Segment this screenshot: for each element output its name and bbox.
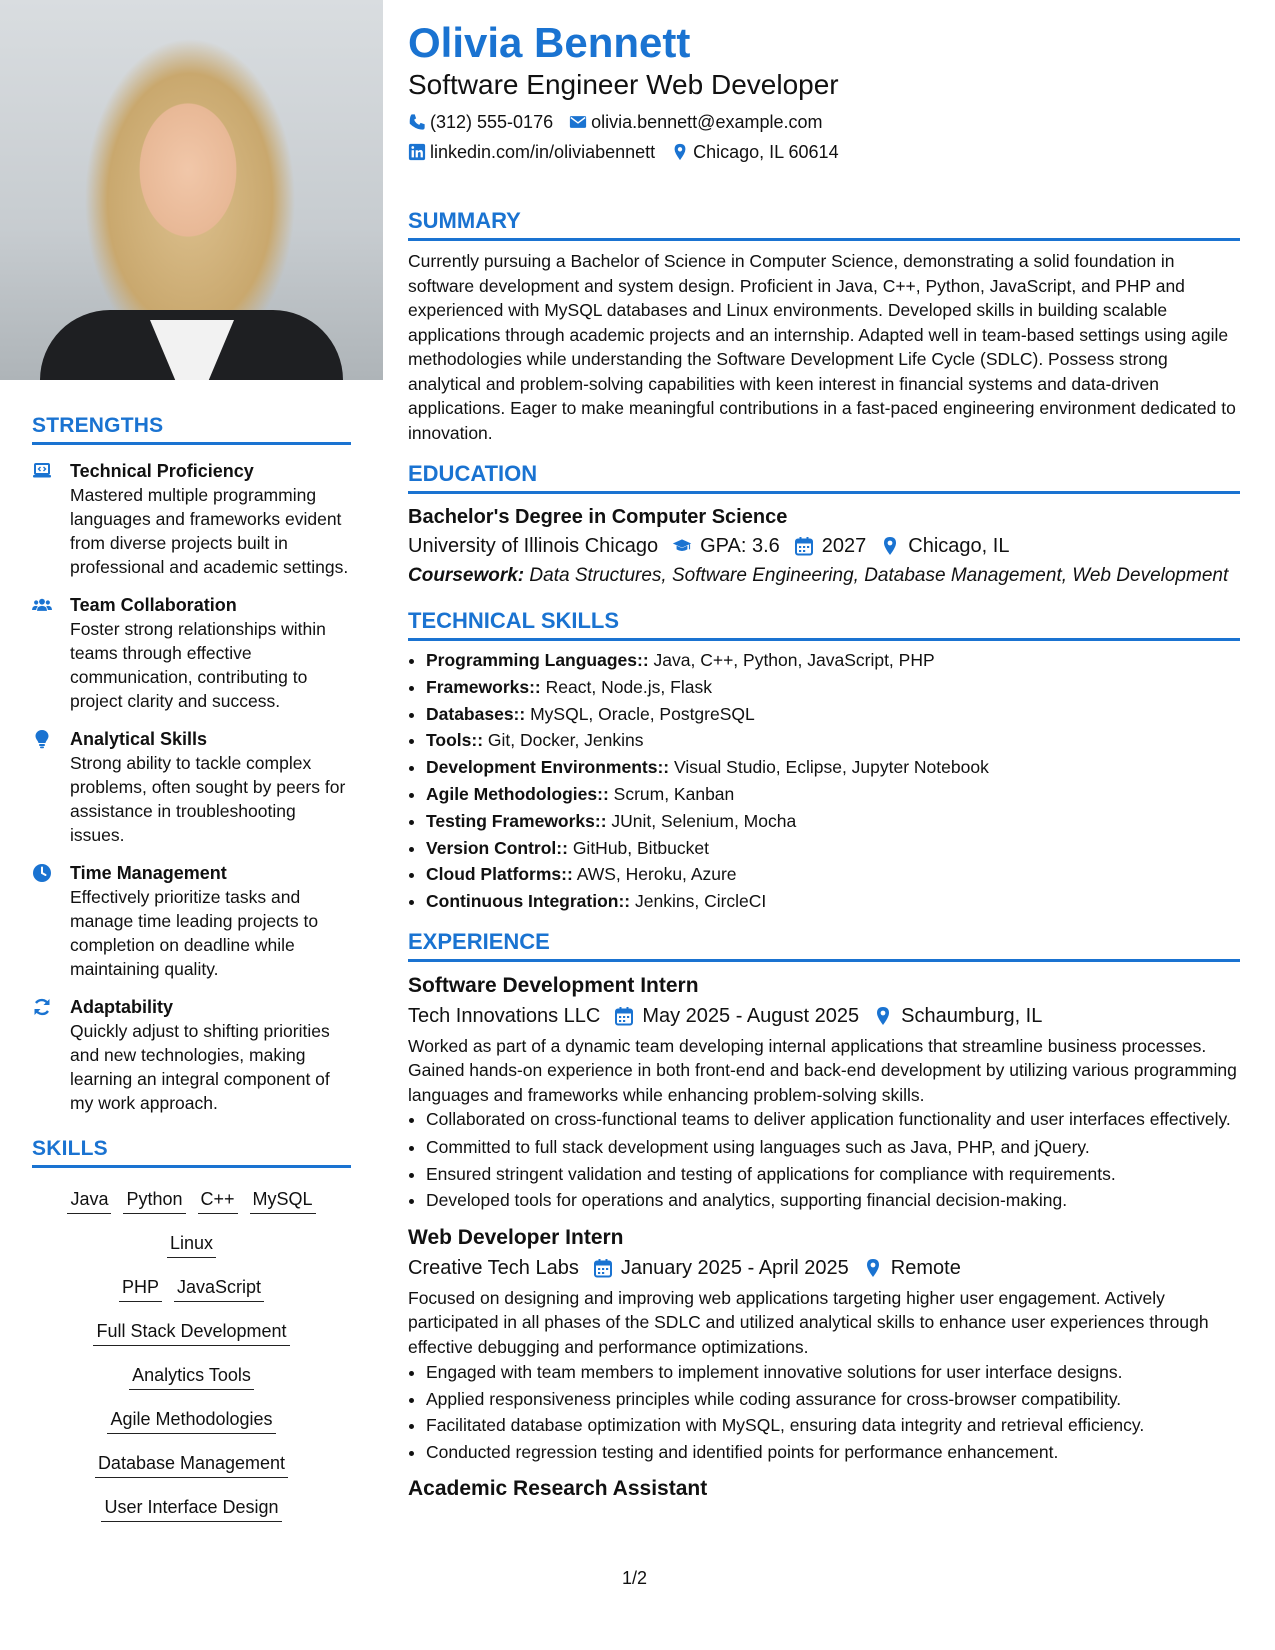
map-pin-icon	[863, 1258, 883, 1278]
location-text: Chicago, IL 60614	[693, 142, 839, 162]
tech-skill-label: Testing Frameworks::	[426, 810, 607, 831]
education-heading: EDUCATION	[408, 461, 1240, 494]
skill-tag: MySQL	[250, 1187, 316, 1214]
job-meta	[408, 1002, 1240, 1030]
job-bullet: • Engaged with team members to implement innovative solutions for user interface designs.	[426, 1359, 1240, 1386]
skill-tag: Agile Methodologies	[107, 1407, 275, 1434]
strength-title: Technical Proficiency	[70, 461, 254, 481]
skill-tag: Linux	[167, 1231, 216, 1258]
strength-desc: Quickly adjust to shifting priorities and new technologies, making learning an integral component of my work approach.	[70, 1021, 330, 1113]
strength-desc: Effectively prioritize tasks and manage time leading projects to completion on deadline while maintaining quality.	[70, 887, 319, 979]
linkedin-item[interactable]	[408, 140, 655, 164]
job-entry	[408, 1224, 1240, 1466]
job-location-item	[863, 1254, 961, 1282]
candidate-name: Olivia Bennett	[408, 19, 691, 66]
job-entry	[408, 972, 1240, 1214]
location-item	[671, 140, 838, 164]
gpa-item	[672, 532, 780, 560]
tech-skill-item	[426, 727, 1240, 754]
tech-skill-item	[426, 674, 1240, 701]
clock-icon	[32, 861, 70, 981]
job-bullet: • Applied responsiveness principles while coding assurance for cross-browser compatibility.	[426, 1386, 1240, 1413]
job-summary: Worked as part of a dynamic team developing internal applications that streamline business processes. Gained hands-on experience in both front-end and back-end development by utilizing various programming languages and frameworks while enhancing problem-solving skills.	[408, 1035, 1237, 1105]
map-pin-icon	[873, 1006, 893, 1026]
tech-skill-item	[426, 781, 1240, 808]
strength-desc: Strong ability to tackle complex problems, often sought by peers for assistance in troubleshooting issues.	[70, 753, 346, 845]
edu-location-text: Chicago, IL	[908, 535, 1010, 557]
tech-skill-value: GitHub, Bitbucket	[567, 837, 709, 858]
job-meta	[408, 1254, 1240, 1282]
job-bullets	[408, 1359, 1240, 1465]
tech-skill-label: Cloud Platforms::	[426, 864, 573, 885]
sidebar	[0, 0, 383, 1650]
summary-heading: SUMMARY	[408, 208, 1240, 241]
job-title: Web Developer Intern	[408, 1225, 624, 1249]
tech-skill-value: Java, C++, Python, JavaScript, PHP	[648, 650, 935, 670]
candidate-title: Software Engineer Web Developer	[408, 69, 839, 100]
job-bullet: • Collaborated on cross-functional teams to deliver application functionality and user interfaces effectively.	[426, 1107, 1240, 1131]
tech-skill-label: Development Environments::	[426, 757, 670, 778]
strength-title: Team Collaboration	[70, 595, 237, 615]
calendar-icon	[794, 536, 814, 556]
year-text: 2027	[821, 535, 867, 557]
lightbulb-icon	[32, 727, 70, 847]
page-number: 1/2	[622, 1568, 648, 1588]
strength-item	[32, 593, 351, 713]
tech-skill-label: Version Control::	[426, 837, 568, 858]
tech-skill-item	[426, 754, 1240, 781]
coursework	[408, 564, 1240, 588]
tech-skill-value: JUnit, Selenium, Mocha	[606, 810, 797, 831]
map-pin-icon	[880, 536, 900, 556]
skills-list	[32, 1176, 351, 1528]
strength-item	[32, 861, 351, 981]
tech-skill-value: Scrum, Kanban	[608, 783, 735, 804]
company-name: Tech Innovations LLC	[408, 1004, 601, 1027]
job-location-text: Remote	[890, 1256, 961, 1279]
skill-tag: Full Stack Development	[93, 1319, 289, 1346]
skill-tag: PHP	[119, 1275, 162, 1302]
email-text[interactable]: olivia.bennett@example.com	[591, 112, 823, 132]
linkedin-text[interactable]: linkedin.com/in/oliviabennett	[430, 142, 656, 162]
strengths-heading: STRENGTHS	[32, 414, 351, 445]
map-pin-icon	[671, 143, 689, 161]
technical-skills-list	[408, 647, 1240, 915]
tech-skill-label: Programming Languages::	[426, 650, 649, 670]
tech-skill-item	[426, 808, 1240, 835]
calendar-icon	[614, 1006, 634, 1026]
laptop-code-icon	[32, 459, 70, 579]
strength-title: Adaptability	[70, 997, 174, 1017]
job-title: Software Development Intern	[408, 973, 699, 997]
tech-skill-label: Agile Methodologies::	[426, 783, 609, 804]
skill-tag: Analytics Tools	[129, 1363, 254, 1390]
strength-title: Analytical Skills	[70, 729, 208, 749]
skill-tag: Database Management	[95, 1451, 288, 1478]
linkedin-icon	[408, 143, 426, 161]
strength-title: Time Management	[70, 863, 227, 883]
school-name: University of Illinois Chicago	[408, 535, 659, 557]
dates-text: May 2025 - August 2025	[642, 1004, 860, 1027]
contact-row	[408, 110, 1240, 134]
degree-title: Bachelor's Degree in Computer Science	[408, 506, 788, 528]
job-title: Academic Research Assistant	[408, 1477, 708, 1501]
tech-skill-value: AWS, Heroku, Azure	[572, 864, 737, 885]
experience-heading: EXPERIENCE	[408, 929, 1240, 962]
tech-skill-label: Frameworks::	[426, 676, 541, 697]
contact-row	[408, 140, 1240, 164]
job-summary: Focused on designing and improving web applications targeting higher user engagement. Actively participated in all phases of the SDLC and utilized analytical skills to enhance user experiences through effective debugging and performance optimizations.	[408, 1287, 1209, 1357]
main-content	[408, 0, 1240, 1503]
job-bullets	[408, 1107, 1240, 1214]
skill-tag: Python	[123, 1187, 185, 1214]
job-bullet: • Facilitated database optimization with MySQL, ensuring data integrity and retrieval efficiency.	[426, 1412, 1240, 1439]
education-meta	[408, 532, 1240, 560]
phone-item	[408, 110, 553, 134]
job-location-item	[873, 1002, 1042, 1030]
job-bullet: • Committed to full stack development using languages such as Java, PHP, and jQuery.	[426, 1134, 1240, 1161]
skill-tag: User Interface Design	[101, 1495, 281, 1522]
tech-skill-value: Jenkins, CircleCI	[630, 891, 767, 912]
email-item[interactable]	[569, 110, 822, 134]
phone-icon	[408, 113, 426, 131]
tech-skill-value: Visual Studio, Eclipse, Jupyter Notebook	[669, 757, 989, 778]
skill-tag: C++	[198, 1187, 238, 1214]
tech-skill-item	[426, 647, 1240, 674]
coursework-text: Data Structures, Software Engineering, Database Management, Web Development	[524, 565, 1229, 586]
skill-tag: Java	[67, 1187, 111, 1214]
coursework-label: Coursework:	[408, 565, 525, 586]
users-icon	[32, 593, 70, 713]
job-bullet: • Conducted regression testing and identified points for performance enhancement.	[426, 1439, 1240, 1466]
company-name: Creative Tech Labs	[408, 1256, 579, 1279]
profile-photo	[0, 0, 383, 380]
envelope-icon	[569, 113, 587, 131]
tech-skill-item	[426, 835, 1240, 862]
strength-item	[32, 727, 351, 847]
graduation-cap-icon	[672, 536, 692, 556]
dates-text: January 2025 - April 2025	[620, 1256, 849, 1279]
technical-skills-heading: TECHNICAL SKILLS	[408, 608, 1240, 641]
tech-skill-item	[426, 701, 1240, 728]
tech-skill-label: Databases::	[426, 703, 526, 724]
strength-item	[32, 995, 351, 1115]
strength-item	[32, 459, 351, 579]
dates-item	[593, 1254, 849, 1282]
year-item	[794, 532, 867, 560]
job-bullet: • Developed tools for operations and analytics, supporting financial decision-making.	[426, 1187, 1240, 1214]
strength-desc: Foster strong relationships within teams through effective communication, contributing to project clarity and success.	[70, 619, 326, 711]
edu-location-item	[880, 532, 1009, 560]
tech-skill-value: Git, Docker, Jenkins	[483, 730, 644, 751]
skill-tag: JavaScript	[174, 1275, 264, 1302]
refresh-icon	[32, 995, 70, 1115]
tech-skill-item	[426, 888, 1240, 915]
phone-text: (312) 555-0176	[430, 112, 554, 132]
dates-item	[614, 1002, 859, 1030]
job-location-text: Schaumburg, IL	[901, 1004, 1043, 1027]
tech-skill-item	[426, 861, 1240, 888]
tech-skill-label: Continuous Integration::	[426, 891, 631, 912]
summary-text: Currently pursuing a Bachelor of Science in Computer Science, demonstrating a solid foundation in software development and system design. Proficient in Java, C++, Python, JavaScript, and PHP and experienced with MySQL databases and Linux environments. Developed skills in building scalable applications through academic projects and an internship. Adapted well in team-based settings using agile methodologies while understanding the Software Development Life Cycle (SDLC). Possess strong analytical and problem-solving capabilities with keen interest in financial systems and data-driven applications. Eager to make meaningful contributions in a fast-paced engineering environment dedicated to innovation.	[408, 251, 1236, 443]
gpa-text: GPA: 3.6	[700, 535, 780, 557]
tech-skill-label: Tools::	[426, 730, 484, 751]
strength-desc: Mastered multiple programming languages and frameworks evident from diverse projects built in professional and academic settings.	[70, 485, 349, 577]
job-bullet: • Ensured stringent validation and testing of applications for compliance with requirements.	[426, 1161, 1240, 1188]
skills-heading: SKILLS	[32, 1137, 351, 1168]
calendar-icon	[593, 1258, 613, 1278]
tech-skill-value: MySQL, Oracle, PostgreSQL	[525, 703, 755, 724]
tech-skill-value: React, Node.js, Flask	[540, 676, 712, 697]
